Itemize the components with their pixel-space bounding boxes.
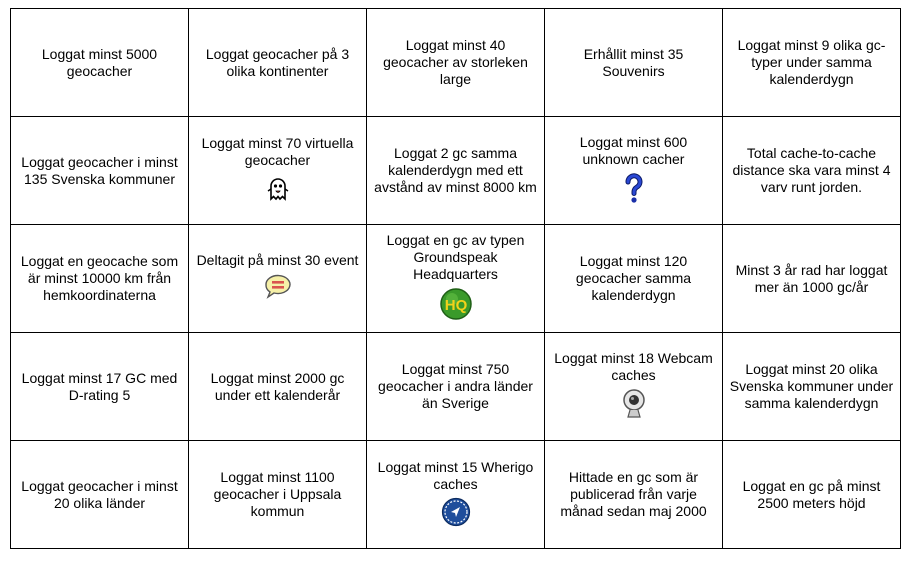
grid-cell <box>723 225 901 333</box>
grid-cell <box>545 333 723 441</box>
cell-text: Loggat geocacher i minst 20 olika länder <box>21 477 178 511</box>
grid-cell <box>367 9 545 117</box>
grid-cell <box>189 333 367 441</box>
grid-cell <box>367 225 545 333</box>
grid-row <box>11 225 901 333</box>
cell-text: Loggat minst 17 GC med D-rating 5 <box>21 369 178 403</box>
grid-cell <box>189 117 367 225</box>
grid-cell <box>545 9 723 117</box>
grid-cell <box>367 117 545 225</box>
grid-cell <box>189 441 367 549</box>
cell-text: Loggat minst 9 olika gc-typer under samma kalenderdygn <box>737 37 886 87</box>
grid-cell <box>723 9 901 117</box>
cell-text: Loggat minst 15 Wherigo caches <box>377 458 534 492</box>
hq-icon <box>373 287 538 325</box>
cell-text: Loggat minst 5000 geocacher <box>41 45 158 79</box>
grid-cell <box>723 441 901 549</box>
cell-text: Loggat minst 2000 gc under ett kalenderår <box>210 369 345 403</box>
cell-text: Hittade en gc som är publicerad från varje månad sedan maj 2000 <box>560 469 707 519</box>
cell-text: Deltagit på minst 30 event <box>196 252 359 268</box>
cell-text: Loggat minst 20 olika Svenska kommuner under samma kalenderdygn <box>729 361 894 411</box>
grid-cell <box>189 9 367 117</box>
cell-text: Loggat minst 40 geocacher av storleken large <box>383 37 528 87</box>
question-mark-icon <box>551 172 716 208</box>
cell-text: Loggat en gc på minst 2500 meters höjd <box>742 477 881 511</box>
cell-text: Loggat minst 750 geocacher i andra länder än Sverige <box>378 361 533 411</box>
grid-cell <box>545 441 723 549</box>
grid-row <box>11 333 901 441</box>
cell-text: Loggat minst 120 geocacher samma kalenderdygn <box>575 253 692 303</box>
grid-cell <box>11 333 189 441</box>
cell-text: Total cache-to-cache distance ska vara minst 4 varv runt jorden. <box>732 145 891 195</box>
grid-cell <box>11 9 189 117</box>
grid-cell <box>11 225 189 333</box>
grid-row <box>11 117 901 225</box>
webcam-icon <box>551 388 716 424</box>
grid-row <box>11 9 901 117</box>
ghost-icon <box>195 173 360 207</box>
cell-text: Loggat 2 gc samma kalenderdygn med ett avstånd av minst 8000 km <box>374 145 537 195</box>
cell-text: Minst 3 år rad har loggat mer än 1000 gc/år <box>735 261 888 295</box>
cell-text: Loggat en geocache som är minst 10000 km från hemkoordinaterna <box>20 253 179 303</box>
grid-row <box>11 441 901 549</box>
grid-cell <box>367 333 545 441</box>
cell-text: Loggat geocacher i minst 135 Svenska kommuner <box>21 153 178 187</box>
wherigo-icon <box>373 497 538 531</box>
challenge-grid-body <box>11 9 901 549</box>
grid-cell <box>189 225 367 333</box>
grid-cell <box>545 225 723 333</box>
speech-bubble-icon <box>195 273 360 305</box>
grid-cell <box>545 117 723 225</box>
hq-icon-label: HQ <box>444 297 467 314</box>
cell-text: Loggat en gc av typen Groundspeak Headquarters <box>386 232 525 282</box>
grid-cell <box>723 333 901 441</box>
grid-cell <box>723 117 901 225</box>
grid-cell <box>367 441 545 549</box>
cell-text: Loggat minst 1100 geocacher i Uppsala kommun <box>213 469 342 519</box>
cell-text: Loggat minst 600 unknown cacher <box>579 133 688 167</box>
grid-cell <box>11 117 189 225</box>
cell-text: Loggat minst 70 virtuella geocacher <box>201 134 354 168</box>
cell-text: Loggat minst 18 Webcam caches <box>554 349 713 383</box>
cell-text: Erhållit minst 35 Souvenirs <box>583 45 684 79</box>
grid-cell <box>11 441 189 549</box>
cell-text: Loggat geocacher på 3 olika kontinenter <box>205 45 350 79</box>
challenge-grid <box>10 8 901 549</box>
